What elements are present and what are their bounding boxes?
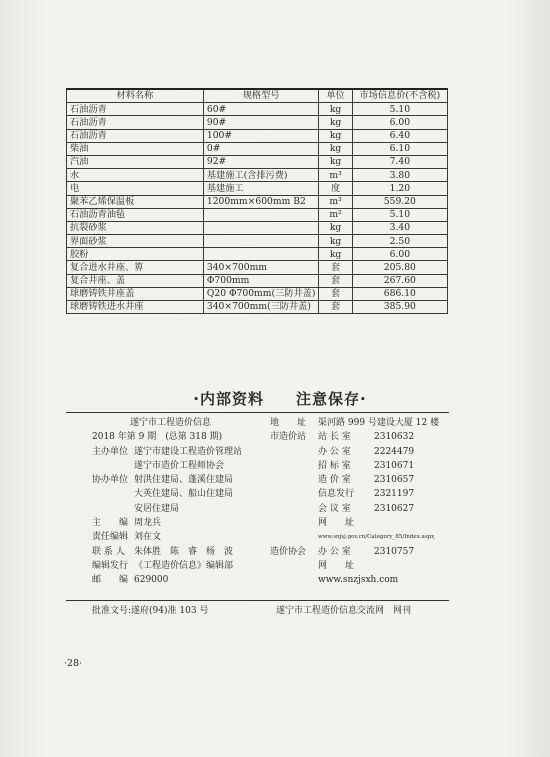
co-org: 大英住建局、船山住建局 [134,489,234,500]
table-row [67,195,448,208]
station-office: 信息发行 [318,489,355,500]
publisher-label: 编辑发行 [92,560,129,571]
station-tel: 2310671 [374,460,415,471]
co-label: 协办单位 [92,475,129,486]
material-name-cell: 石油沥青 [67,129,204,142]
site-label: 网 址 [318,518,355,529]
spec-cell: 60# [203,103,319,116]
unit-cell: kg [319,155,352,168]
spec-cell: Φ700mm [203,274,319,287]
material-name-cell: 电 [67,182,204,195]
publication-info-right [270,416,439,588]
price-cell: 7.40 [352,155,447,168]
postcode-value: 629000 [134,575,169,586]
price-cell: 3.40 [352,221,447,234]
divider [66,600,449,601]
material-name-cell: 聚苯乙烯保温板 [67,195,204,208]
issue-number: 2018 年第 9 期 (总第 318 期) [92,432,223,443]
assoc-office: 办 公 室 [318,546,351,557]
unit-cell: 套 [319,287,352,300]
table-row [67,182,448,195]
unit-cell: kg [319,103,352,116]
contact-value: 朱体胜 陈 睿 杨 波 [134,546,234,557]
price-cell: 3.80 [352,169,447,182]
price-cell: 6.10 [352,142,447,155]
table-row [67,248,448,261]
co-org: 安居住建局 [134,503,180,514]
unit-cell: kg [319,248,352,261]
host-label: 主办单位 [92,446,129,457]
unit-cell: kg [319,116,352,129]
address-value: 渠河路 999 号建设大厦 12 楼 [318,418,440,428]
approval-number: 批准文号:遂府(94)准 103 号 [92,606,209,616]
station-office: 会 议 室 [318,503,351,514]
station-label: 市造价站 [270,432,307,443]
spec-cell: 0# [203,142,319,155]
material-name-cell: 球磨铸铁进水井座 [67,301,204,314]
spec-cell [203,235,319,248]
page-number: ·28· [64,658,83,669]
price-cell: 6.00 [352,248,447,261]
material-name-cell: 复合进水井座、箅 [67,261,204,274]
material-name-cell: 抗裂砂浆 [67,221,204,234]
publisher-value: 《工程造价信息》编辑部 [134,560,234,571]
material-name-cell: 石油沥青油毡 [67,208,204,221]
postcode-label: 邮 编 [92,575,129,586]
spec-cell: 90# [203,116,319,129]
price-cell: 6.40 [352,129,447,142]
unit-cell: kg [319,142,352,155]
price-cell: 559.20 [352,195,447,208]
table-row [67,116,448,129]
table-row [67,129,448,142]
header-cell: 单位 [319,89,352,103]
material-name-cell: 汽油 [67,155,204,168]
header-cell: 市场信息价(不含税) [352,89,447,103]
material-name-cell: 水 [67,169,204,182]
spec-cell [203,208,319,221]
station-tel: 2321197 [374,489,415,500]
table-row [67,155,448,168]
price-cell: 205.80 [352,261,447,274]
station-office: 办 公 室 [318,446,351,457]
assoc-label: 造价协会 [270,546,307,557]
material-name-cell: 石油沥青 [67,116,204,129]
table-body [67,103,448,314]
price-cell: 267.60 [352,274,447,287]
station-tel: 2310657 [374,475,415,486]
spec-cell: 340×700mm(三防井盖) [203,301,319,314]
assoc-tel: 2310757 [374,546,415,557]
spec-cell: 基建施工(含排污费) [203,169,319,182]
host-org: 遂宁市建设工程造价管理站 [134,446,243,457]
assoc-site-label: 网 址 [318,560,355,571]
site-url: www.snjsj.gov.cn/Category_85/Index.aspx [318,534,435,541]
unit-cell: 度 [319,182,352,195]
spec-cell [203,221,319,234]
spec-cell: 92# [203,155,319,168]
editor-value: 周龙兵 [134,518,162,529]
price-cell: 686.10 [352,287,447,300]
price-cell: 5.10 [352,208,447,221]
price-cell: 385.90 [352,301,447,314]
table-row [67,274,448,287]
unit-cell: 套 [319,261,352,274]
spec-cell: 1200mm×600mm B2 [203,195,319,208]
material-name-cell: 球磨铸铁井座盖 [67,287,204,300]
header-cell: 材料名称 [67,89,204,103]
spec-cell: 340×700mm [203,261,319,274]
editor-label: 主 编 [92,518,129,529]
station-tel: 2310632 [374,432,415,443]
table-row [67,221,448,234]
station-tel: 2310627 [374,503,415,514]
unit-cell: kg [319,235,352,248]
unit-cell: m² [319,208,352,221]
station-office: 站 长 室 [318,432,351,443]
table-row [67,142,448,155]
publication-title: 遂宁市工程造价信息 [130,418,212,428]
price-table [66,88,448,314]
station-office: 招 标 室 [318,460,351,471]
host-org: 遂宁市造价工程师协会 [134,460,225,471]
address-label: 地 址 [270,418,307,428]
table-row [67,287,448,300]
price-cell: 6.00 [352,116,447,129]
price-cell: 1.20 [352,182,447,195]
spec-cell: 基建施工 [203,182,319,195]
price-cell: 5.10 [352,103,447,116]
responsible-editor-value: 刘在文 [134,532,162,543]
contact-label: 联 系 人 [92,546,125,557]
table-header-row [67,89,448,103]
material-name-cell: 界面砂浆 [67,235,204,248]
table-row [67,103,448,116]
network-name: 遂宁市工程造价信息交流网 网刊 [276,606,412,616]
co-org: 射洪住建局、蓬溪住建局 [134,475,234,486]
unit-cell: kg [319,221,352,234]
responsible-editor-label: 责任编辑 [92,532,129,543]
material-name-cell: 胶粉 [67,248,204,261]
spec-cell [203,248,319,261]
table-row [67,301,448,314]
table-row [67,169,448,182]
unit-cell: m³ [319,169,352,182]
spec-cell: 100# [203,129,319,142]
unit-cell: 套 [319,274,352,287]
station-tel: 2224479 [374,446,415,457]
price-cell: 2.50 [352,235,447,248]
assoc-site: www.snzjsxh.com [318,575,399,586]
station-office: 造 价 室 [318,475,351,486]
unit-cell: 套 [319,301,352,314]
unit-cell: kg [319,129,352,142]
table-row [67,235,448,248]
table-row [67,261,448,274]
divider [66,412,449,413]
material-name-cell: 石油沥青 [67,103,204,116]
table-row [67,208,448,221]
header-cell: 规格型号 [203,89,319,103]
unit-cell: m³ [319,195,352,208]
spec-cell: Q20 Φ700mm(三防井盖) [203,287,319,300]
material-name-cell: 柴油 [67,142,204,155]
banner-text: ·内部资料 注意保存· [193,390,367,408]
material-name-cell: 复合井座、盖 [67,274,204,287]
publication-info-left [92,416,242,588]
